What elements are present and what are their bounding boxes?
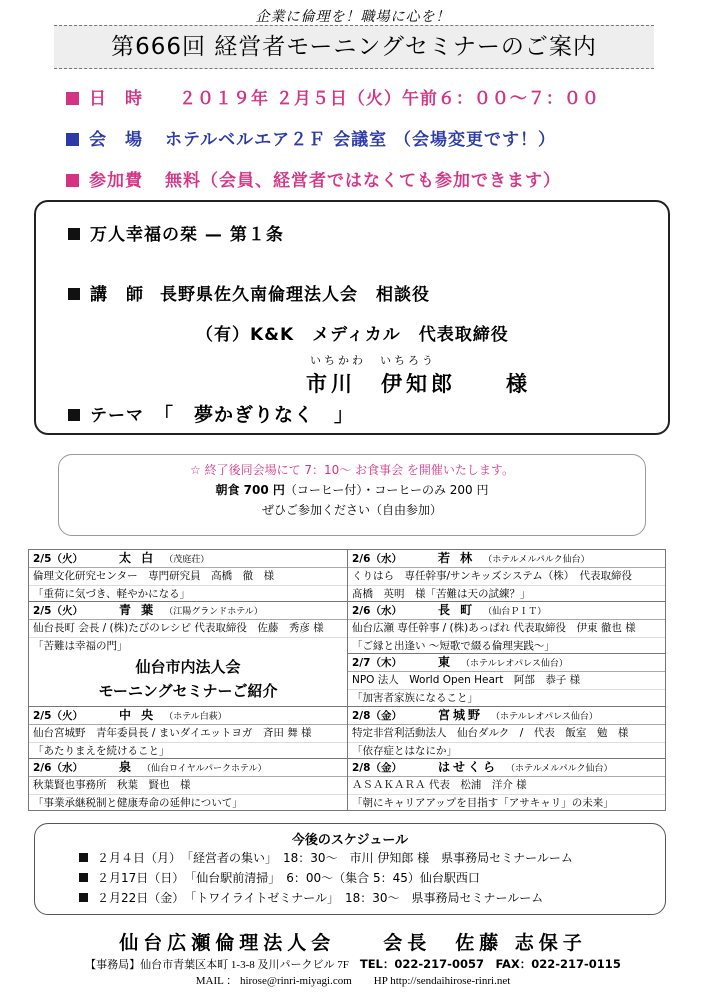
footer-tel: TEL：022-217-0057 FAX：022-217-0115: [359, 957, 621, 971]
footer-address: 【事務局】仙台市青葉区本町 1-3-8 及川パークビル 7F: [85, 959, 349, 971]
intro-line1: 仙台市内法人会: [135, 658, 241, 676]
square-bullet-icon: [68, 409, 80, 421]
fee-value: 無料（会員、経営者ではなくても参加できます）: [165, 171, 561, 191]
date-label: 日 時: [89, 89, 143, 109]
speaker-org2: （有）K&K メディカル 代表取締役: [196, 325, 509, 345]
chapter-line: [68, 220, 284, 245]
seminar-cell-aoba: 2/5（火） 青 葉 （江陽グランドホテル） 仙台長町 会長 / (株)たびのレシピ 代表取締役 佐藤 秀彦 様 「苦難は幸福の門」: [29, 602, 347, 653]
square-bullet-icon: [79, 893, 88, 902]
schedule-item: ２月22日（金） 「トワイライトゼミナール」 18：30～ 県事務局セミナールーム: [79, 888, 665, 908]
page-title: 第666回 経営者モーニングセミナーのご案内: [54, 25, 654, 69]
seminar-cell-nagamachi: 2/6（水） 長 町 （仙台ＰＩＴ） 仙台広瀬 専任幹事 / (株)あっぱれ 代表取締役 伊東 徹也 様 「ご縁と出逢い ～短歌で綴る倫理実践～」: [348, 602, 665, 653]
footer-web: [0, 972, 706, 988]
seminar-cell-higashi: 2/7（木） 東 （ホテルレオパレス仙台） NPO 法人 World Open Heart 阿部 恭子 様 「加害者家族になること」: [348, 654, 665, 706]
dinner-line3: ぜひご参加ください（自由参加）: [261, 503, 442, 517]
square-bullet-icon: [68, 288, 80, 300]
theme-value: 「 夢かぎりなく 」: [154, 404, 355, 426]
schedule-item: ２月４日（月） 「経営者の集い」 18：30～ 市川 伊知郎 様 県事務局セミナールーム: [79, 848, 665, 868]
speaker-ruby: いちかわ いちろう: [310, 354, 436, 367]
seminar-cell-izumi: 2/6（水） 泉 （仙台ロイヤルパークホテル） 秋葉賢也事務所 秋葉 賢也 様 「事業承継税制と健康寿命の延伸について」: [29, 759, 347, 810]
chapter-text: 万人幸福の栞 — 第１条: [90, 225, 284, 245]
dinner-price: 朝食 700 円: [215, 483, 285, 497]
intro-box: [29, 652, 347, 704]
footer-contact: [0, 956, 706, 972]
schedule-title: 今後のスケジュール: [291, 833, 409, 848]
mail-link[interactable]: hirose@rinri-miyagi.com: [239, 975, 352, 987]
square-bullet-icon: [66, 133, 79, 146]
speaker-name-block: [306, 352, 531, 398]
square-bullet-icon: [79, 853, 88, 862]
mail-label: MAIL ：: [195, 975, 238, 987]
dinner-line2: [59, 480, 645, 500]
date-value: ２０１９年 ２月５日（火）午前６：００～７：００: [179, 89, 600, 109]
footer-org: 仙台広瀬倫理法人会 会長 佐藤 志保子: [119, 932, 587, 954]
info-date: [66, 84, 600, 109]
dinner-line1: ☆ 終了後同会場にて 7：10～ お食事会 を開催いたします。: [190, 463, 514, 477]
hp-link[interactable]: http://sendaihirose-rinri.net: [390, 975, 511, 987]
speaker-org1: 長野県佐久南倫理法人会 相談役: [160, 285, 430, 305]
dinner-notice: [58, 454, 646, 536]
lecture-box: [34, 200, 670, 435]
info-fee: [66, 166, 561, 191]
seminar-cell-miyagino: 2/8（金） 宮城野 （ホテルレオパレス仙台） 特定非営利活動法人 仙台ダルク / 代表 飯室 勉 様 「依存症とはなにか」: [348, 707, 665, 758]
venue-value: ホテルベルエア２Ｆ 会議室 （会場変更です！）: [165, 130, 556, 150]
seminar-cell-wakabayashi: 2/6（水） 若 林 （ホテルメルパルク仙台） くりはら 専任幹事/サンキッズシステム（株） 代表取締役 髙橋 英明 様「苦難は天の試練？」: [348, 550, 665, 601]
hp-label: HP: [373, 975, 388, 987]
theme-label: テーマ: [90, 406, 144, 426]
schedule-box: [34, 823, 666, 915]
square-bullet-icon: [68, 228, 80, 240]
seminar-cell-taihaku: 2/5（火） 太 白 （茂庭荘） 倫理文化研究センター 専門研究員 高橋 徹 様 「重荷に気づき、軽やかになる」: [29, 550, 347, 601]
intro-line2: モーニングセミナーご紹介: [98, 682, 278, 700]
seminar-cell-hasekura: 2/8（金） はせくら （ホテルメルパルク仙台） ＡＳＡＫＡＲＡ 代表 松浦 洋介 様 「朝にキャリアアップを目指す「アサキャリ」の未来」: [348, 759, 665, 810]
theme-line: [68, 400, 354, 427]
speaker-label: 講 師: [90, 285, 144, 305]
seminar-table: [28, 549, 666, 811]
speaker-name: 市川 伊知郎 様: [306, 372, 531, 396]
square-bullet-icon: [79, 873, 88, 882]
square-bullet-icon: [66, 174, 79, 187]
tagline: 企業に倫理を！職場に心を！: [255, 9, 451, 25]
speaker-line: [68, 280, 430, 305]
dinner-coffee: （コーヒー付）・コーヒーのみ 200 円: [284, 483, 489, 497]
venue-label: 会 場: [89, 130, 143, 150]
square-bullet-icon: [66, 92, 79, 105]
info-venue: [66, 125, 556, 150]
schedule-item: ２月17日（日） 「仙台駅前清掃」 6：00～（集合 5：45）仙台駅西口: [79, 868, 665, 888]
fee-label: 参加費: [89, 171, 143, 191]
seminar-cell-chuo: 2/5（火） 中 央 （ホテル白萩） 仙台宮城野 青年委員長 / まいダイエットヨガ 斉田 舞 様 「あたりまえを続けること」: [29, 707, 347, 758]
